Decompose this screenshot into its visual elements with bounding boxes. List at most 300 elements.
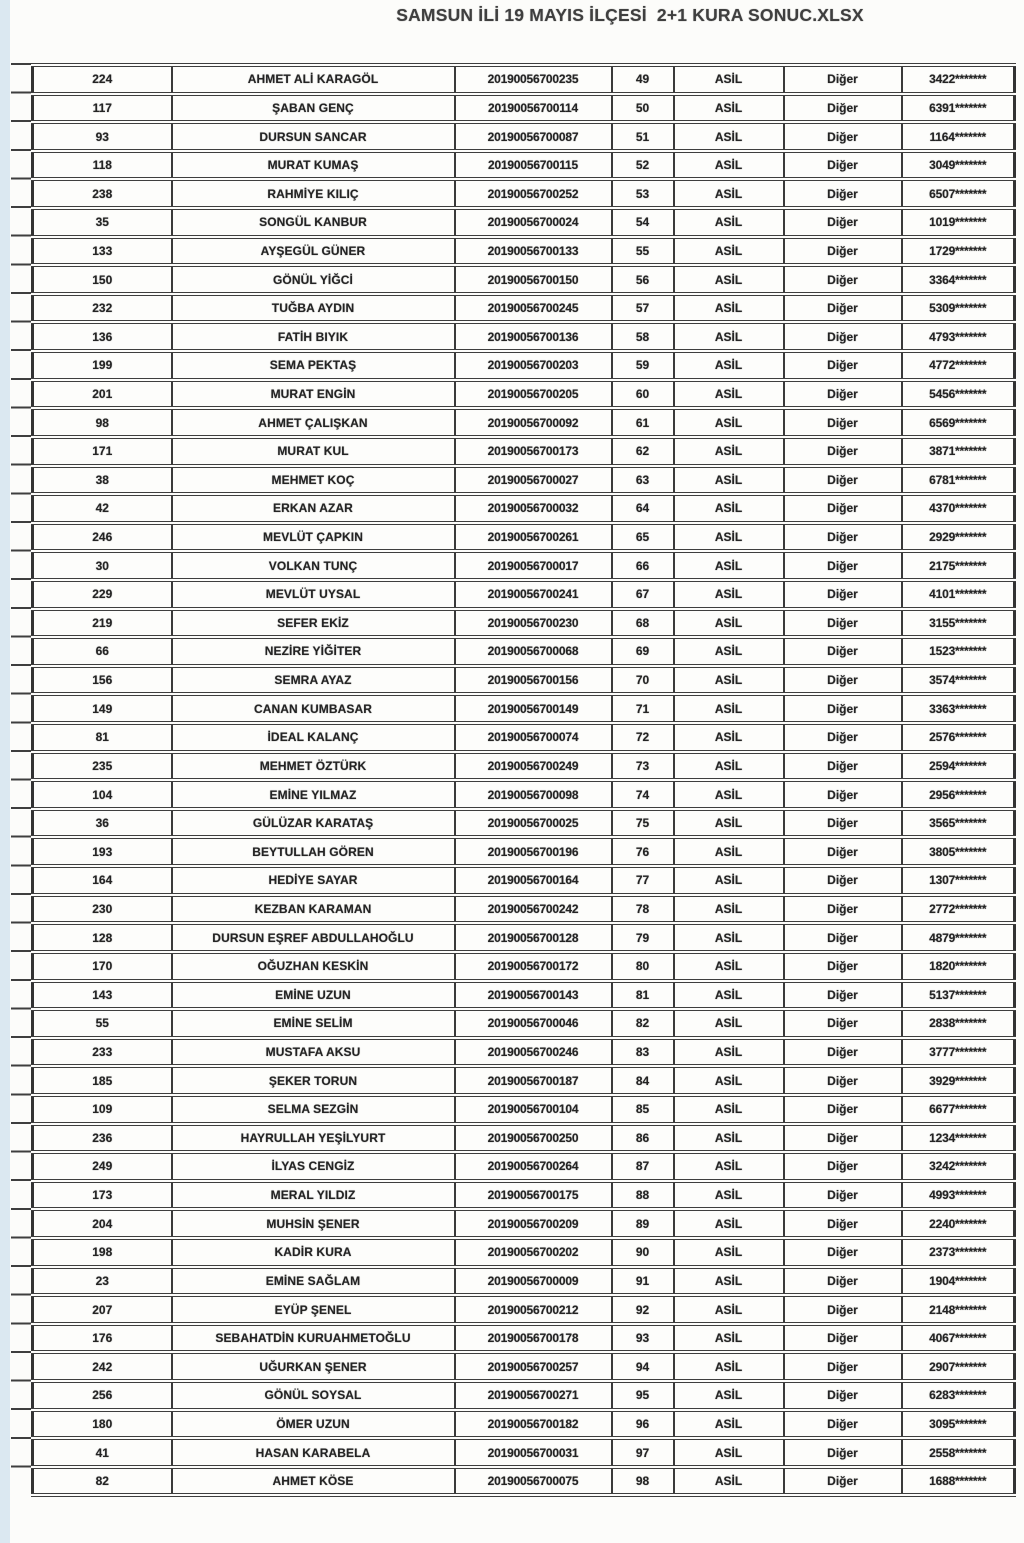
- cell-category: Diğer: [784, 351, 902, 380]
- cell-masked-id: 2576*******: [902, 723, 1015, 752]
- cell-masked-id: 4879*******: [902, 923, 1015, 952]
- cell-masked-id: 3363*******: [902, 694, 1015, 723]
- cell-masked-id: 2373*******: [902, 1238, 1015, 1267]
- cell-status: ASİL: [674, 1352, 784, 1381]
- cell-registration-no: 232: [33, 294, 172, 323]
- cell-status: ASİL: [674, 65, 784, 94]
- cell-masked-id: 3364*******: [902, 265, 1015, 294]
- cell-category: Diğer: [784, 122, 902, 151]
- cell-status: ASİL: [674, 523, 784, 552]
- page-edge-strip: [0, 0, 10, 1543]
- cell-masked-id: 5137*******: [902, 981, 1015, 1010]
- cell-registration-no: 30: [33, 551, 172, 580]
- table-row: [33, 780, 1015, 809]
- cell-status: ASİL: [674, 408, 784, 437]
- cell-registration-no: 117: [33, 94, 172, 123]
- table-row: [33, 1095, 1015, 1124]
- table-row: [33, 523, 1015, 552]
- cell-registration-no: 233: [33, 1038, 172, 1067]
- cell-rank: 73: [612, 752, 674, 781]
- cell-name: MEVLÜT ÇAPKIN: [172, 523, 455, 552]
- cell-name: GÜLÜZAR KARATAŞ: [172, 809, 455, 838]
- cell-status: ASİL: [674, 1009, 784, 1038]
- cell-category: Diğer: [784, 1152, 902, 1181]
- cell-name: İDEAL KALANÇ: [172, 723, 455, 752]
- cell-application-id: 20190056700128: [455, 923, 612, 952]
- table-row: [33, 809, 1015, 838]
- table-row: [33, 837, 1015, 866]
- cell-application-id: 20190056700202: [455, 1238, 612, 1267]
- cell-name: MUHSİN ŞENER: [172, 1209, 455, 1238]
- cell-masked-id: 1234*******: [902, 1124, 1015, 1153]
- cell-status: ASİL: [674, 694, 784, 723]
- cell-registration-no: 176: [33, 1324, 172, 1353]
- cell-rank: 78: [612, 895, 674, 924]
- row-line-ticks: [11, 63, 33, 1494]
- cell-application-id: 20190056700104: [455, 1095, 612, 1124]
- table-row: [33, 1324, 1015, 1353]
- table-row: [33, 952, 1015, 981]
- cell-status: ASİL: [674, 1181, 784, 1210]
- cell-category: Diğer: [784, 837, 902, 866]
- cell-name: KEZBAN KARAMAN: [172, 895, 455, 924]
- cell-application-id: 20190056700149: [455, 694, 612, 723]
- cell-name: NEZİRE YİĞİTER: [172, 637, 455, 666]
- cell-masked-id: 2558*******: [902, 1438, 1015, 1467]
- cell-masked-id: 1820*******: [902, 952, 1015, 981]
- cell-category: Diğer: [784, 208, 902, 237]
- cell-status: ASİL: [674, 122, 784, 151]
- table-row: [33, 122, 1015, 151]
- cell-category: Diğer: [784, 551, 902, 580]
- cell-rank: 81: [612, 981, 674, 1010]
- cell-application-id: 20190056700027: [455, 466, 612, 495]
- cell-rank: 72: [612, 723, 674, 752]
- cell-status: ASİL: [674, 580, 784, 609]
- cell-registration-no: 185: [33, 1066, 172, 1095]
- cell-status: ASİL: [674, 952, 784, 981]
- cell-application-id: 20190056700250: [455, 1124, 612, 1153]
- cell-status: ASİL: [674, 609, 784, 638]
- cell-application-id: 20190056700271: [455, 1381, 612, 1410]
- cell-masked-id: 1729*******: [902, 237, 1015, 266]
- cell-name: OĞUZHAN KESKİN: [172, 952, 455, 981]
- cell-registration-no: 236: [33, 1124, 172, 1153]
- cell-masked-id: 1688*******: [902, 1467, 1015, 1496]
- cell-status: ASİL: [674, 1209, 784, 1238]
- cell-name: MERAL YILDIZ: [172, 1181, 455, 1210]
- cell-application-id: 20190056700205: [455, 380, 612, 409]
- cell-category: Diğer: [784, 952, 902, 981]
- cell-rank: 76: [612, 837, 674, 866]
- cell-rank: 75: [612, 809, 674, 838]
- cell-registration-no: 242: [33, 1352, 172, 1381]
- table-row: [33, 1124, 1015, 1153]
- cell-application-id: 20190056700098: [455, 780, 612, 809]
- cell-status: ASİL: [674, 1066, 784, 1095]
- cell-registration-no: 104: [33, 780, 172, 809]
- cell-status: ASİL: [674, 1124, 784, 1153]
- cell-status: ASİL: [674, 1295, 784, 1324]
- cell-rank: 91: [612, 1267, 674, 1296]
- table-row: [33, 322, 1015, 351]
- cell-registration-no: 204: [33, 1209, 172, 1238]
- cell-registration-no: 171: [33, 437, 172, 466]
- cell-name: MEHMET ÖZTÜRK: [172, 752, 455, 781]
- table-row: [33, 580, 1015, 609]
- cell-registration-no: 81: [33, 723, 172, 752]
- cell-category: Diğer: [784, 437, 902, 466]
- cell-status: ASİL: [674, 1095, 784, 1124]
- table-row: [33, 179, 1015, 208]
- cell-name: MEVLÜT UYSAL: [172, 580, 455, 609]
- cell-rank: 50: [612, 94, 674, 123]
- cell-category: Diğer: [784, 65, 902, 94]
- cell-category: Diğer: [784, 866, 902, 895]
- table-row: [33, 1038, 1015, 1067]
- table-row: [33, 408, 1015, 437]
- cell-rank: 96: [612, 1410, 674, 1439]
- cell-status: ASİL: [674, 780, 784, 809]
- cell-masked-id: 2907*******: [902, 1352, 1015, 1381]
- cell-name: HEDİYE SAYAR: [172, 866, 455, 895]
- cell-rank: 67: [612, 580, 674, 609]
- cell-masked-id: 4793*******: [902, 322, 1015, 351]
- cell-masked-id: 3574*******: [902, 666, 1015, 695]
- cell-masked-id: 6781*******: [902, 466, 1015, 495]
- cell-category: Diğer: [784, 1467, 902, 1496]
- cell-category: Diğer: [784, 494, 902, 523]
- cell-masked-id: 3777*******: [902, 1038, 1015, 1067]
- table-row: [33, 637, 1015, 666]
- cell-registration-no: 256: [33, 1381, 172, 1410]
- cell-registration-no: 41: [33, 1438, 172, 1467]
- table-row: [33, 1209, 1015, 1238]
- cell-rank: 82: [612, 1009, 674, 1038]
- cell-application-id: 20190056700164: [455, 866, 612, 895]
- cell-masked-id: 4101*******: [902, 580, 1015, 609]
- cell-name: FATİH BIYIK: [172, 322, 455, 351]
- cell-name: MEHMET KOÇ: [172, 466, 455, 495]
- cell-category: Diğer: [784, 1324, 902, 1353]
- cell-status: ASİL: [674, 208, 784, 237]
- table-row: [33, 94, 1015, 123]
- cell-application-id: 20190056700150: [455, 265, 612, 294]
- cell-application-id: 20190056700156: [455, 666, 612, 695]
- cell-rank: 53: [612, 179, 674, 208]
- cell-category: Diğer: [784, 666, 902, 695]
- cell-registration-no: 246: [33, 523, 172, 552]
- cell-application-id: 20190056700172: [455, 952, 612, 981]
- cell-registration-no: 98: [33, 408, 172, 437]
- cell-status: ASİL: [674, 351, 784, 380]
- results-table-body: [33, 65, 1015, 1495]
- cell-name: EYÜP ŞENEL: [172, 1295, 455, 1324]
- cell-rank: 56: [612, 265, 674, 294]
- cell-masked-id: 3929*******: [902, 1066, 1015, 1095]
- cell-masked-id: 2772*******: [902, 895, 1015, 924]
- cell-rank: 89: [612, 1209, 674, 1238]
- table-row: [33, 1438, 1015, 1467]
- table-row: [33, 1066, 1015, 1095]
- cell-application-id: 20190056700264: [455, 1152, 612, 1181]
- cell-category: Diğer: [784, 694, 902, 723]
- cell-status: ASİL: [674, 494, 784, 523]
- cell-category: Diğer: [784, 1438, 902, 1467]
- cell-status: ASİL: [674, 723, 784, 752]
- table-row: [33, 694, 1015, 723]
- table-row: [33, 466, 1015, 495]
- cell-category: Diğer: [784, 923, 902, 952]
- cell-registration-no: 170: [33, 952, 172, 981]
- cell-masked-id: 5456*******: [902, 380, 1015, 409]
- cell-registration-no: 198: [33, 1238, 172, 1267]
- cell-category: Diğer: [784, 723, 902, 752]
- table-row: [33, 1381, 1015, 1410]
- cell-name: GÖNÜL YİĞCİ: [172, 265, 455, 294]
- cell-status: ASİL: [674, 895, 784, 924]
- cell-name: MURAT KUMAŞ: [172, 151, 455, 180]
- table-row: [33, 1352, 1015, 1381]
- cell-name: KADİR KURA: [172, 1238, 455, 1267]
- cell-application-id: 20190056700196: [455, 837, 612, 866]
- cell-masked-id: 6569*******: [902, 408, 1015, 437]
- cell-rank: 60: [612, 380, 674, 409]
- cell-status: ASİL: [674, 1238, 784, 1267]
- cell-name: EMİNE UZUN: [172, 981, 455, 1010]
- cell-rank: 74: [612, 780, 674, 809]
- cell-masked-id: 3805*******: [902, 837, 1015, 866]
- cell-masked-id: 4067*******: [902, 1324, 1015, 1353]
- cell-rank: 59: [612, 351, 674, 380]
- cell-application-id: 20190056700261: [455, 523, 612, 552]
- cell-rank: 58: [612, 322, 674, 351]
- results-table: [31, 63, 1016, 1497]
- cell-masked-id: 3871*******: [902, 437, 1015, 466]
- cell-name: AHMET KÖSE: [172, 1467, 455, 1496]
- cell-status: ASİL: [674, 1324, 784, 1353]
- table-row: [33, 752, 1015, 781]
- cell-masked-id: 6391*******: [902, 94, 1015, 123]
- cell-rank: 92: [612, 1295, 674, 1324]
- table-row: [33, 351, 1015, 380]
- table-row: [33, 65, 1015, 94]
- table-row: [33, 208, 1015, 237]
- cell-application-id: 20190056700136: [455, 322, 612, 351]
- cell-status: ASİL: [674, 265, 784, 294]
- table-row: [33, 666, 1015, 695]
- cell-rank: 57: [612, 294, 674, 323]
- cell-category: Diğer: [784, 780, 902, 809]
- cell-status: ASİL: [674, 294, 784, 323]
- table-row: [33, 1467, 1015, 1496]
- cell-category: Diğer: [784, 1066, 902, 1095]
- cell-rank: 85: [612, 1095, 674, 1124]
- cell-rank: 71: [612, 694, 674, 723]
- cell-status: ASİL: [674, 151, 784, 180]
- cell-category: Diğer: [784, 294, 902, 323]
- cell-status: ASİL: [674, 1467, 784, 1496]
- cell-application-id: 20190056700241: [455, 580, 612, 609]
- cell-rank: 61: [612, 408, 674, 437]
- cell-status: ASİL: [674, 466, 784, 495]
- cell-registration-no: 173: [33, 1181, 172, 1210]
- cell-registration-no: 38: [33, 466, 172, 495]
- cell-name: MURAT KUL: [172, 437, 455, 466]
- cell-masked-id: 2148*******: [902, 1295, 1015, 1324]
- cell-masked-id: 2240*******: [902, 1209, 1015, 1238]
- cell-name: GÖNÜL SOYSAL: [172, 1381, 455, 1410]
- cell-application-id: 20190056700068: [455, 637, 612, 666]
- cell-application-id: 20190056700009: [455, 1267, 612, 1296]
- cell-masked-id: 3422*******: [902, 65, 1015, 94]
- cell-rank: 93: [612, 1324, 674, 1353]
- table-row: [33, 380, 1015, 409]
- cell-status: ASİL: [674, 1381, 784, 1410]
- cell-rank: 83: [612, 1038, 674, 1067]
- table-row: [33, 1152, 1015, 1181]
- cell-masked-id: 5309*******: [902, 294, 1015, 323]
- cell-registration-no: 82: [33, 1467, 172, 1496]
- cell-rank: 94: [612, 1352, 674, 1381]
- cell-application-id: 20190056700024: [455, 208, 612, 237]
- table-row: [33, 551, 1015, 580]
- cell-status: ASİL: [674, 666, 784, 695]
- cell-application-id: 20190056700257: [455, 1352, 612, 1381]
- cell-name: HAYRULLAH YEŞİLYURT: [172, 1124, 455, 1153]
- cell-category: Diğer: [784, 1095, 902, 1124]
- table-row: [33, 237, 1015, 266]
- cell-rank: 88: [612, 1181, 674, 1210]
- cell-application-id: 20190056700242: [455, 895, 612, 924]
- cell-category: Diğer: [784, 1238, 902, 1267]
- cell-category: Diğer: [784, 523, 902, 552]
- cell-application-id: 20190056700182: [455, 1410, 612, 1439]
- cell-name: ŞEKER TORUN: [172, 1066, 455, 1095]
- cell-category: Diğer: [784, 1124, 902, 1153]
- cell-rank: 86: [612, 1124, 674, 1153]
- cell-name: SEMA PEKTAŞ: [172, 351, 455, 380]
- cell-status: ASİL: [674, 1267, 784, 1296]
- cell-registration-no: 93: [33, 122, 172, 151]
- cell-registration-no: 224: [33, 65, 172, 94]
- cell-masked-id: 6283*******: [902, 1381, 1015, 1410]
- cell-registration-no: 42: [33, 494, 172, 523]
- cell-application-id: 20190056700173: [455, 437, 612, 466]
- cell-registration-no: 133: [33, 237, 172, 266]
- cell-application-id: 20190056700187: [455, 1066, 612, 1095]
- cell-application-id: 20190056700178: [455, 1324, 612, 1353]
- cell-status: ASİL: [674, 981, 784, 1010]
- cell-registration-no: 238: [33, 179, 172, 208]
- cell-masked-id: 4993*******: [902, 1181, 1015, 1210]
- cell-application-id: 20190056700031: [455, 1438, 612, 1467]
- cell-masked-id: 1019*******: [902, 208, 1015, 237]
- cell-name: SEFER EKİZ: [172, 609, 455, 638]
- cell-rank: 84: [612, 1066, 674, 1095]
- cell-rank: 64: [612, 494, 674, 523]
- cell-application-id: 20190056700245: [455, 294, 612, 323]
- cell-category: Diğer: [784, 981, 902, 1010]
- table-row: [33, 1181, 1015, 1210]
- cell-category: Diğer: [784, 1352, 902, 1381]
- cell-registration-no: 193: [33, 837, 172, 866]
- cell-category: Diğer: [784, 637, 902, 666]
- cell-rank: 97: [612, 1438, 674, 1467]
- cell-application-id: 20190056700203: [455, 351, 612, 380]
- table-row: [33, 981, 1015, 1010]
- cell-status: ASİL: [674, 1410, 784, 1439]
- cell-rank: 95: [612, 1381, 674, 1410]
- cell-status: ASİL: [674, 380, 784, 409]
- cell-application-id: 20190056700209: [455, 1209, 612, 1238]
- cell-registration-no: 229: [33, 580, 172, 609]
- cell-application-id: 20190056700230: [455, 609, 612, 638]
- cell-application-id: 20190056700115: [455, 151, 612, 180]
- cell-masked-id: 6677*******: [902, 1095, 1015, 1124]
- cell-registration-no: 230: [33, 895, 172, 924]
- cell-application-id: 20190056700249: [455, 752, 612, 781]
- cell-rank: 55: [612, 237, 674, 266]
- cell-name: TUĞBA AYDIN: [172, 294, 455, 323]
- cell-category: Diğer: [784, 1410, 902, 1439]
- table-row: [33, 723, 1015, 752]
- cell-masked-id: 2929*******: [902, 523, 1015, 552]
- cell-masked-id: 2956*******: [902, 780, 1015, 809]
- cell-registration-no: 150: [33, 265, 172, 294]
- cell-registration-no: 66: [33, 637, 172, 666]
- cell-masked-id: 3049*******: [902, 151, 1015, 180]
- table-row: [33, 895, 1015, 924]
- cell-rank: 69: [612, 637, 674, 666]
- cell-registration-no: 156: [33, 666, 172, 695]
- cell-registration-no: 180: [33, 1410, 172, 1439]
- cell-registration-no: 201: [33, 380, 172, 409]
- page-title: SAMSUN İLİ 19 MAYIS İLÇESİ 2+1 KURA SONUC.XLSX: [396, 5, 864, 25]
- cell-rank: 68: [612, 609, 674, 638]
- cell-masked-id: 1307*******: [902, 866, 1015, 895]
- cell-registration-no: 249: [33, 1152, 172, 1181]
- cell-category: Diğer: [784, 466, 902, 495]
- table-row: [33, 866, 1015, 895]
- cell-name: DURSUN EŞREF ABDULLAHOĞLU: [172, 923, 455, 952]
- cell-status: ASİL: [674, 809, 784, 838]
- cell-category: Diğer: [784, 380, 902, 409]
- cell-category: Diğer: [784, 1295, 902, 1324]
- cell-name: İLYAS CENGİZ: [172, 1152, 455, 1181]
- cell-name: AHMET ALİ KARAGÖL: [172, 65, 455, 94]
- cell-masked-id: 1904*******: [902, 1267, 1015, 1296]
- cell-name: ÖMER UZUN: [172, 1410, 455, 1439]
- cell-name: AYŞEGÜL GÜNER: [172, 237, 455, 266]
- cell-status: ASİL: [674, 179, 784, 208]
- cell-category: Diğer: [784, 408, 902, 437]
- cell-application-id: 20190056700075: [455, 1467, 612, 1496]
- cell-rank: 98: [612, 1467, 674, 1496]
- cell-application-id: 20190056700143: [455, 981, 612, 1010]
- cell-registration-no: 199: [33, 351, 172, 380]
- cell-masked-id: 4370*******: [902, 494, 1015, 523]
- cell-category: Diğer: [784, 322, 902, 351]
- cell-name: EMİNE YILMAZ: [172, 780, 455, 809]
- table-row: [33, 437, 1015, 466]
- cell-registration-no: 55: [33, 1009, 172, 1038]
- cell-category: Diğer: [784, 237, 902, 266]
- table-row: [33, 923, 1015, 952]
- cell-category: Diğer: [784, 1181, 902, 1210]
- cell-name: ŞABAN GENÇ: [172, 94, 455, 123]
- cell-registration-no: 23: [33, 1267, 172, 1296]
